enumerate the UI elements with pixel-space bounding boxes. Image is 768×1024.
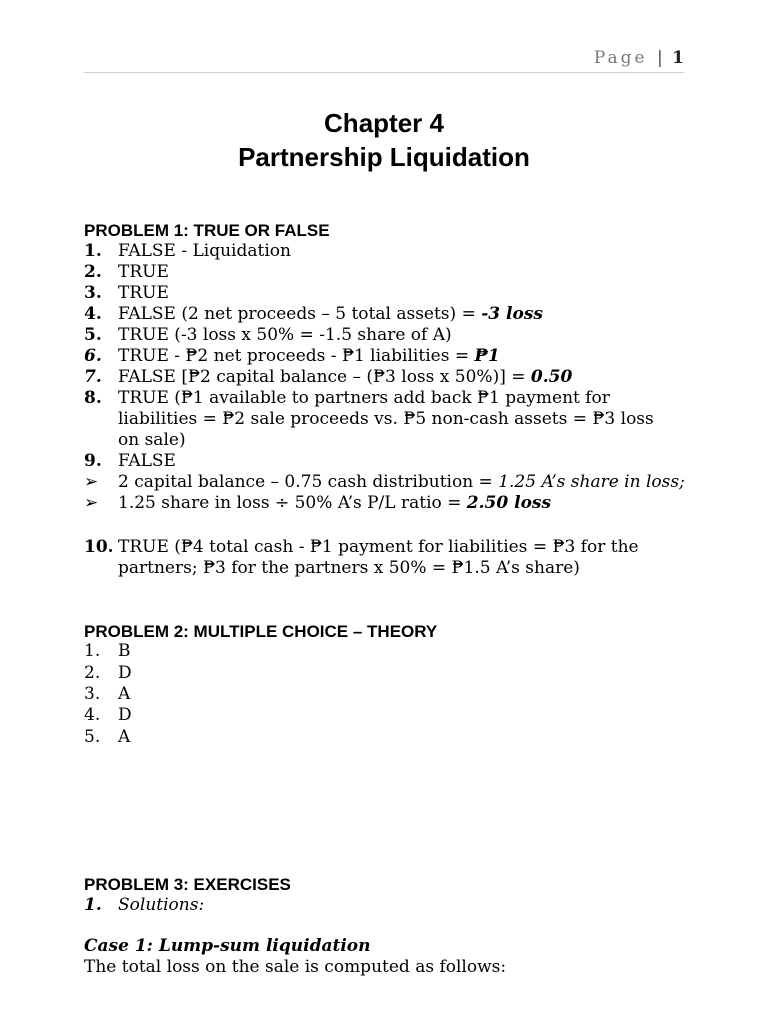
item-emphasis: 0.50 bbox=[530, 367, 573, 387]
arrow-bullet-icon: ➢ bbox=[84, 472, 99, 492]
item-number: 9. bbox=[84, 451, 102, 471]
item-number: 3. bbox=[84, 684, 101, 704]
item-text-line2: partners; ₱3 for the partners x 50% = ₱1.5 A’s share) bbox=[118, 558, 580, 578]
item-number: 5. bbox=[84, 325, 102, 345]
item-answer: D bbox=[118, 663, 132, 683]
problem2-heading: PROBLEM 2: MULTIPLE CHOICE – THEORY bbox=[84, 622, 438, 641]
item-number: 8. bbox=[84, 388, 102, 408]
item-number: 7. bbox=[84, 367, 102, 387]
item-answer: A bbox=[118, 684, 131, 704]
page-word: Page bbox=[593, 48, 648, 68]
item-text: FALSE [₱2 capital balance – (₱3 loss x 50%)] = bbox=[118, 367, 531, 387]
item-text: FALSE bbox=[118, 451, 176, 471]
page-header bbox=[84, 46, 684, 73]
page-separator: | bbox=[657, 48, 663, 68]
item-text: TRUE (₱1 available to partners add back ₱1 payment for bbox=[118, 388, 610, 408]
problem3-heading: PROBLEM 3: EXERCISES bbox=[84, 875, 291, 894]
item-emphasis: 2.50 loss bbox=[466, 493, 552, 513]
item-text: TRUE bbox=[118, 283, 169, 303]
item-text: FALSE - Liquidation bbox=[118, 241, 291, 261]
item-number: 4. bbox=[84, 705, 101, 725]
item-number: 3. bbox=[84, 283, 102, 303]
item-number: 2. bbox=[84, 663, 101, 683]
item-text: TRUE bbox=[118, 262, 169, 282]
item-number: 5. bbox=[84, 727, 101, 747]
item-emphasis: ₱1 bbox=[474, 346, 500, 366]
chapter-subtitle: Partnership Liquidation bbox=[238, 142, 530, 172]
item-content bbox=[118, 304, 543, 324]
page-indicator bbox=[594, 48, 684, 68]
item-text: TRUE (₱4 total cash - ₱1 payment for liabilities = ₱3 for the bbox=[118, 537, 639, 557]
item-text: Solutions: bbox=[118, 895, 205, 915]
item-emphasis: -3 loss bbox=[481, 304, 543, 324]
item-text: 1.25 share in loss ÷ 50% A’s P/L ratio = bbox=[118, 493, 467, 513]
item-number: 10. bbox=[84, 537, 114, 557]
item-answer: A bbox=[118, 727, 131, 747]
case-title: Case 1: Lump-sum liquidation bbox=[84, 936, 371, 956]
item-content bbox=[118, 472, 685, 492]
item-answer: D bbox=[118, 705, 132, 725]
item-text: 2 capital balance – 0.75 cash distribution = bbox=[118, 472, 499, 492]
arrow-bullet-icon: ➢ bbox=[84, 493, 99, 513]
item-emphasis: 1.25 A’s share in loss; bbox=[498, 472, 685, 492]
item-text-line3: on sale) bbox=[118, 430, 186, 450]
item-content bbox=[118, 367, 572, 387]
item-content bbox=[118, 493, 551, 513]
case-text: The total loss on the sale is computed as follows: bbox=[84, 957, 507, 977]
page-number: 1 bbox=[672, 48, 684, 68]
item-answer: B bbox=[118, 641, 131, 661]
item-number: 1. bbox=[84, 241, 102, 261]
item-number: 2. bbox=[84, 262, 102, 282]
item-text: TRUE (-3 loss x 50% = -1.5 share of A) bbox=[118, 325, 452, 345]
item-text: FALSE (2 net proceeds – 5 total assets) = bbox=[118, 304, 482, 324]
item-content bbox=[118, 346, 500, 366]
item-number: 4. bbox=[84, 304, 102, 324]
item-number: 1. bbox=[84, 641, 101, 661]
item-number: 6. bbox=[84, 346, 102, 366]
item-text: TRUE - ₱2 net proceeds - ₱1 liabilities = bbox=[118, 346, 475, 366]
problem1-heading: PROBLEM 1: TRUE OR FALSE bbox=[84, 221, 330, 240]
item-text-line2: liabilities = ₱2 sale proceeds vs. ₱5 non-cash assets = ₱3 loss bbox=[118, 409, 654, 429]
chapter-title: Chapter 4 bbox=[324, 108, 444, 138]
item-number: 1. bbox=[84, 895, 102, 915]
